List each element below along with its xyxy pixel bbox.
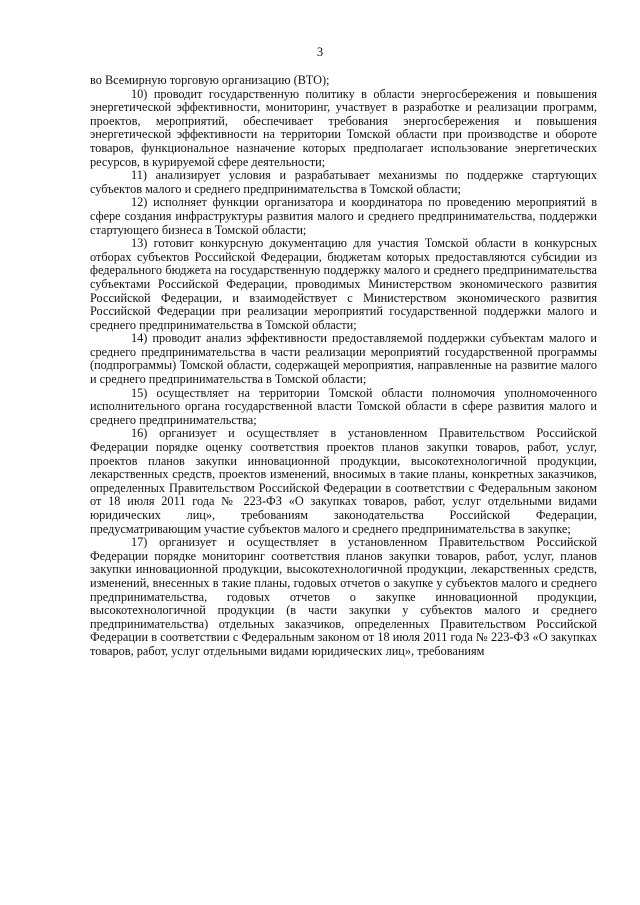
page-number: 3: [316, 45, 324, 59]
paragraph-item-14: 14) проводит анализ эффективности предоставляемой поддержки субъектам малого и среднего предпринимательства в части реализации мероприятий государственной программы (подпрограммы) Томской области, содержащей мероприятия, направленные на развитие малого и среднего предпринимательства в Томской области;: [90, 331, 597, 387]
paragraph-item-10: 10) проводит государственную политику в области энергосбережения и повышения энергетической эффективности, мониторинг, участвует в разработке и реализации программ, проектов, мероприятий, обеспечивает требования энергосбережения и повышения энергетической эффективности на территории Томской области при производстве и обороте товаров, функциональное назначение которых предполагает использование энергетических ресурсов, в курируемой сфере деятельности;: [90, 86, 597, 169]
paragraph-item-13: 13) готовит конкурсную документацию для участия Томской области в конкурсных отборах субъектов Российской Федерации, бюджетам которых предоставляются субсидии из федерального бюджета на государственную поддержку малого и среднего предпринимательства субъектами Российской Федерации, проводимых Министерством экономического развития Российской Федерации, и взаимодействует с Министерством экономического развития Российской Федерации при реализации мероприятий государственной поддержки малого и среднего предпринимательства в Томской области;: [90, 236, 597, 332]
paragraph-item-17: 17) организует и осуществляет в установленном Правительством Российской Федерации порядке мониторинг соответствия планов закупки товаров, работ, услуг, планов закупки инновационной продукции, высокотехнологичной продукции, лекарственных средств, изменений, внесенных в такие планы, годовых отчетов о закупке у субъектов малого и среднего предпринимательства, годовых отчетов о закупке инновационной продукции, высокотехнологичной продукции (в части закупки у субъектов малого и среднего предпринимательства) отдельных заказчиков, определенных Правительством Российской Федерации в соответствии с Федеральным законом от 18 июля 2011 года № 223-ФЗ «О закупках товаров, работ, услуг отдельными видами юридических лиц», требованиям: [90, 535, 597, 658]
paragraph-item-16: 16) организует и осуществляет в установленном Правительством Российской Федерации порядке оценку соответствия проектов планов закупки товаров, работ, услуг, проектов планов закупки инновационной продукции, высокотехнологичной продукции, лекарственных средств, проектов изменений, вносимых в такие планы, конкретных заказчиков, определенных Правительством Российской Федерации в соответствии с Федеральным законом от 18 июля 2011 года № 223-ФЗ «О закупках товаров, работ, услуг отдельными видами юридических лиц», требованиям законодательства Российской Федерации, предусматривающим участие субъектов малого и среднего предпринимательства в закупке;: [90, 426, 597, 536]
paragraph-item-12: 12) исполняет функции организатора и координатора по проведению мероприятий в сфере создания инфраструктуры развития малого и среднего предпринимательства, поддержки стартующего бизнеса в Томской области;: [90, 195, 597, 237]
document-body: [90, 74, 597, 659]
paragraph-item-11: 11) анализирует условия и разрабатывает механизмы по поддержке стартующих субъектов малого и среднего предпринимательства в Томской области;: [90, 168, 597, 196]
paragraph-continuation: во Всемирную торговую организацию (ВТО);: [90, 73, 330, 87]
paragraph-item-15: 15) осуществляет на территории Томской области полномочия уполномоченного исполнительного органа государственной власти Томской области в сфере развития малого и среднего предпринимательства;: [90, 385, 597, 427]
